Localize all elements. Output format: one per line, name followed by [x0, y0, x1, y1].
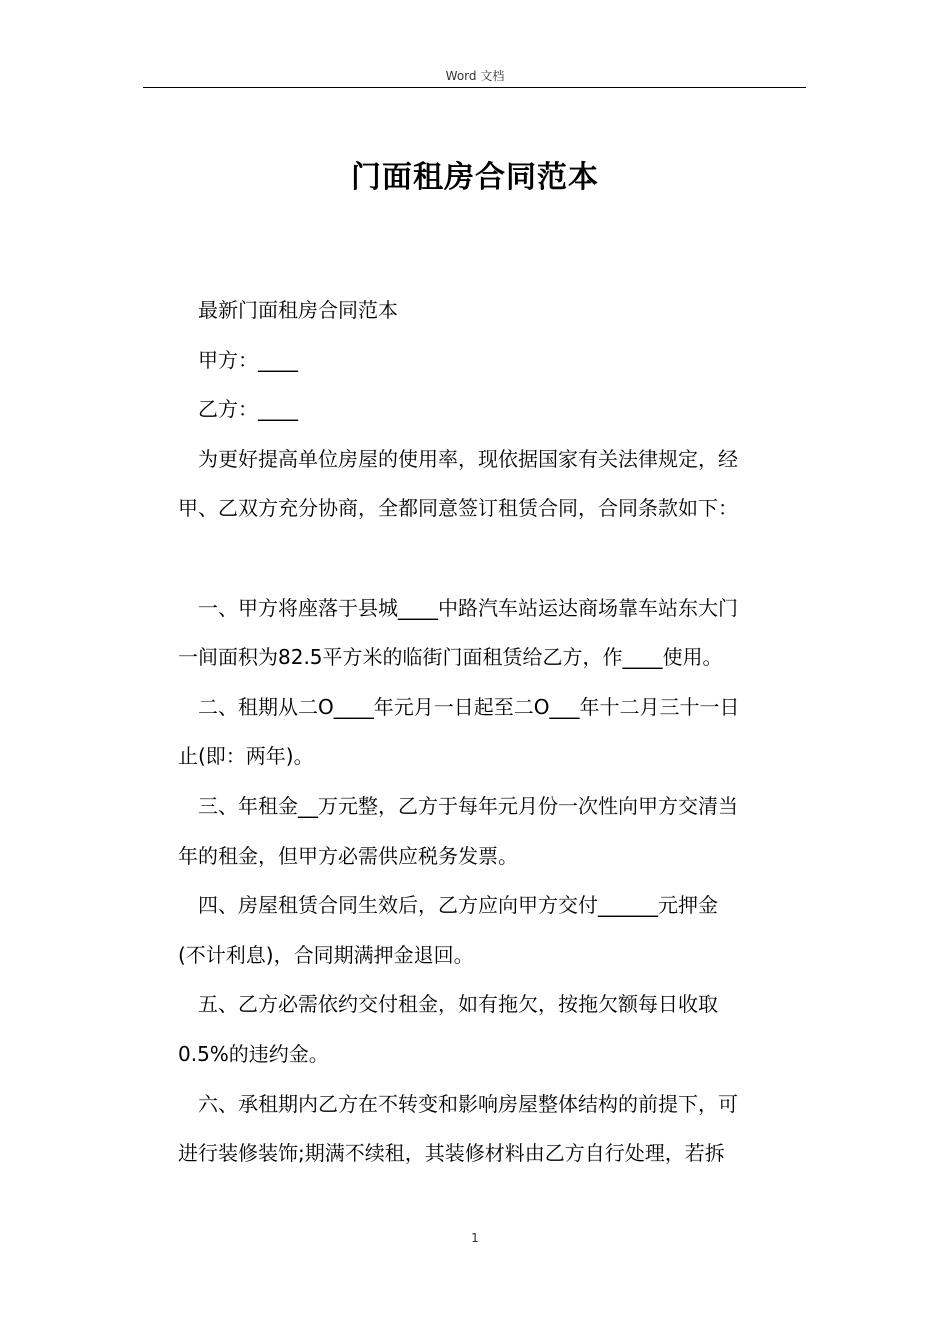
- clause-4-line-1: 四、房屋租赁合同生效后，乙方应向甲方交付______元押金: [198, 893, 718, 918]
- clause-2: [178, 683, 810, 782]
- clause-4-line-2: (不计利息)，合同期满押金退回。: [178, 942, 474, 967]
- clause-6-line-2: 进行装修装饰;期满不续租，其装修材料由乙方自行处理，若拆: [178, 1141, 725, 1166]
- clause-3-line-1: 三、年租金__万元整，乙方于每年元月份一次性向甲方交清当: [198, 793, 738, 818]
- clause-3-line-2: 年的租金，但甲方必需供应税务发票。: [178, 843, 518, 868]
- clause-5-line-2: 0.5%的违约金。: [178, 1041, 329, 1066]
- page-number: 1: [471, 1231, 479, 1245]
- blank-line: [178, 534, 810, 584]
- clause-3: [178, 782, 810, 881]
- paragraph-party-a: 甲方：____: [198, 347, 298, 372]
- clause-1-line-1: 一、甲方将座落于县城____中路汽车站运达商场靠车站东大门: [198, 595, 738, 620]
- clause-5: [178, 980, 810, 1079]
- clause-6-line-1: 六、承租期内乙方在不转变和影响房屋整体结构的前提下，可: [198, 1091, 738, 1116]
- clause-5-line-1: 五、乙方必需依约交付租金，如有拖欠，按拖欠额每日收取: [198, 992, 718, 1017]
- page-header-label: Word 文档: [445, 69, 505, 83]
- preamble-line-2: 甲、乙双方充分协商，全都同意签订租赁合同，合同条款如下：: [178, 496, 738, 521]
- paragraph-party-b: 乙方：____: [198, 397, 298, 422]
- paragraph-preamble: [178, 435, 810, 534]
- header-rule: [143, 87, 806, 88]
- paragraph-subtitle: 最新门面租房合同范本: [198, 298, 398, 322]
- clause-1-line-2: 一间面积为82.5平方米的临街门面租赁给乙方，作____使用。: [178, 645, 723, 670]
- clause-2-line-2: 止(即：两年)。: [178, 744, 314, 769]
- clause-2-line-1: 二、租期从二O____年元月一日起至二O___年十二月三十一日: [198, 694, 740, 719]
- clause-1: [178, 584, 810, 683]
- document-title: 门面租房合同范本: [351, 160, 599, 195]
- preamble-line-1: 为更好提高单位房屋的使用率，现依据国家有关法律规定，经: [198, 446, 738, 471]
- document-body: [178, 286, 810, 1179]
- clause-6: [178, 1080, 810, 1179]
- clause-4: [178, 881, 810, 980]
